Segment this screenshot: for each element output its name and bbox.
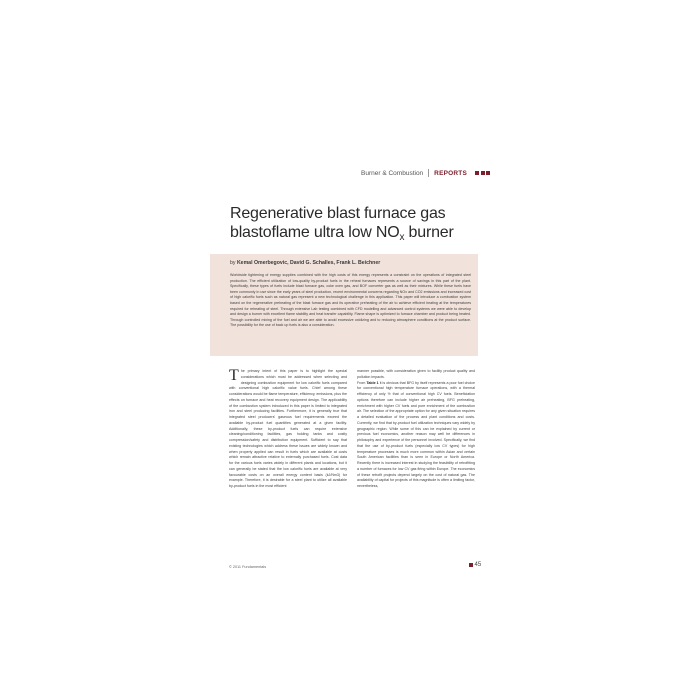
title-line-2-end: burner	[404, 224, 454, 241]
abstract-text: Worldwide tightening of energy supplies combined with the high costs of this energy represents a constraint on the operations of integrated steel production. The efficient utilization of low-quality by-product fuels in the reheat furnaces represents a source of savings in this part of the plant. Specifically, these types of fuels include blast furnace gas, coke oven gas, and BOF converter gas as well as their mixtures. While these fuels have been commonly in use since the early years of steel production, recent environmental concerns regarding NOx and CO2 emissions and increased cost of high calorific fuels such as natural gas represent a new technological challenge in this application. This paper will introduce a combustion system based on the regenerative preheating of the blast furnace gas and its operative preheating of the air to achieve efficient heating at the temperatures required for reheating of steel. Through extensive Lab testing combined with CFD modelling and advanced control systems we were able to develop and design a burner with excellent flame stability and heat transfer capability. Flame shape is optimized to furnace chamber and product being heated. Through controlled mixing of the fuel and air we are able to avoid excessive oxidizing and to reducing atmosphere conditions at the product surface. The possibility for the use of back up fuels is also a consideration.	[230, 273, 471, 328]
title-subscript: x	[399, 232, 405, 243]
abstract-box	[210, 254, 478, 356]
footer-copyright: © 2011 Fundamentals	[229, 565, 267, 569]
header-squares-icon	[475, 171, 490, 175]
right-column-text-1: manner possible, with consideration given to facility product quality and pollution impacts.	[357, 369, 475, 379]
right-column-text-prefix: From	[357, 380, 367, 385]
title-line-1: Regenerative blast furnace gas	[230, 205, 446, 222]
body-column-left	[229, 369, 347, 490]
table-reference: Table 1	[366, 380, 379, 385]
page-number-block	[469, 562, 481, 568]
section-header	[361, 169, 490, 177]
byline-prefix: by	[230, 260, 236, 266]
section-label: Burner & Combustion	[361, 169, 424, 177]
author-names: Kemal Omerbegovic, David G. Schalles, Frank L. Beichner	[236, 260, 381, 266]
page-number: 45	[474, 562, 482, 568]
header-divider	[428, 169, 429, 177]
body-column-right	[357, 369, 475, 490]
byline	[230, 260, 471, 266]
title-line-2	[230, 223, 500, 247]
page-marker-icon	[469, 563, 473, 567]
right-column-text-2: it is obvious that BFG by itself represents a poor fuel choice for conventional high temperature furnace operations, with a thermal efficiency of only ½ that of conventional high CV fuels. Beneficiation options therefore can include higher air preheating, BFG preheating, enrichment with higher CV fuels and pure enrichment of the combustion air. The selection of the appropriate option for any given situation requires a detailed evaluation of the process and plant conditions and costs. Currently, we find that by-product fuel utilization techniques vary widely by geographic region. While some of this can be explained by current or previous fuel economics, another reason may well be differences in philosophy and experience of the personnel involved. Specifically, we find that the use of by-product fuels (especially low CV types) for high temperature processes is much more common within Asian and certain South American facilities than is seen in Europe or North America. Recently there is increased interest in studying the feasibility of retrofitting a number of furnaces for low CV gas firing within Europe. The economics of these retrofit projects depend largely on the cost of natural gas. The availability of capital for projects of this magnitude is often a limiting factor, nevertheless,	[357, 380, 476, 488]
article-title	[230, 204, 500, 247]
category-label: REPORTS	[434, 169, 467, 177]
title-line-2-text: blastoflame ultra low NO	[230, 224, 400, 241]
drop-cap: T	[229, 367, 239, 384]
left-column-text: he primary intent of this paper is to highlight the special considerations which must be addressed when selecting and designing combustion equipment for low calorific fuels compared with conventional high calorific value fuels. Chief among these considerations would be flame temperature, efficiency, emissions, plus the effects on furnace and heat recovery equipment design. The applicability of the combustion system introduced in this paper is limited to integrated iron and steel producing facilities. Furthermore, it is generally true that integrated steel producers' gaseous fuel requirements exceed the available by-product fuel quantities generated at a given facility. Additionally, these by-product fuels can require extensive cleaning/conditioning facilities, gas holding tanks and costly compression/safety and distribution equipment. Sufficient to say that existing technologies which address these issues are widely known and when properly applied can result in fuels which are available at costs which remain attractive relative to externally purchased fuels. Cost data for the various fuels varies widely in different plants and locations, but it can generally be stated that the low calorific fuels are available at very favourable costs on an overall energy content basis (kJ/Nm3) for example. Therefore, it is desirable for a steel plant to utilize all available by-product fuels in the most efficient	[229, 369, 347, 488]
